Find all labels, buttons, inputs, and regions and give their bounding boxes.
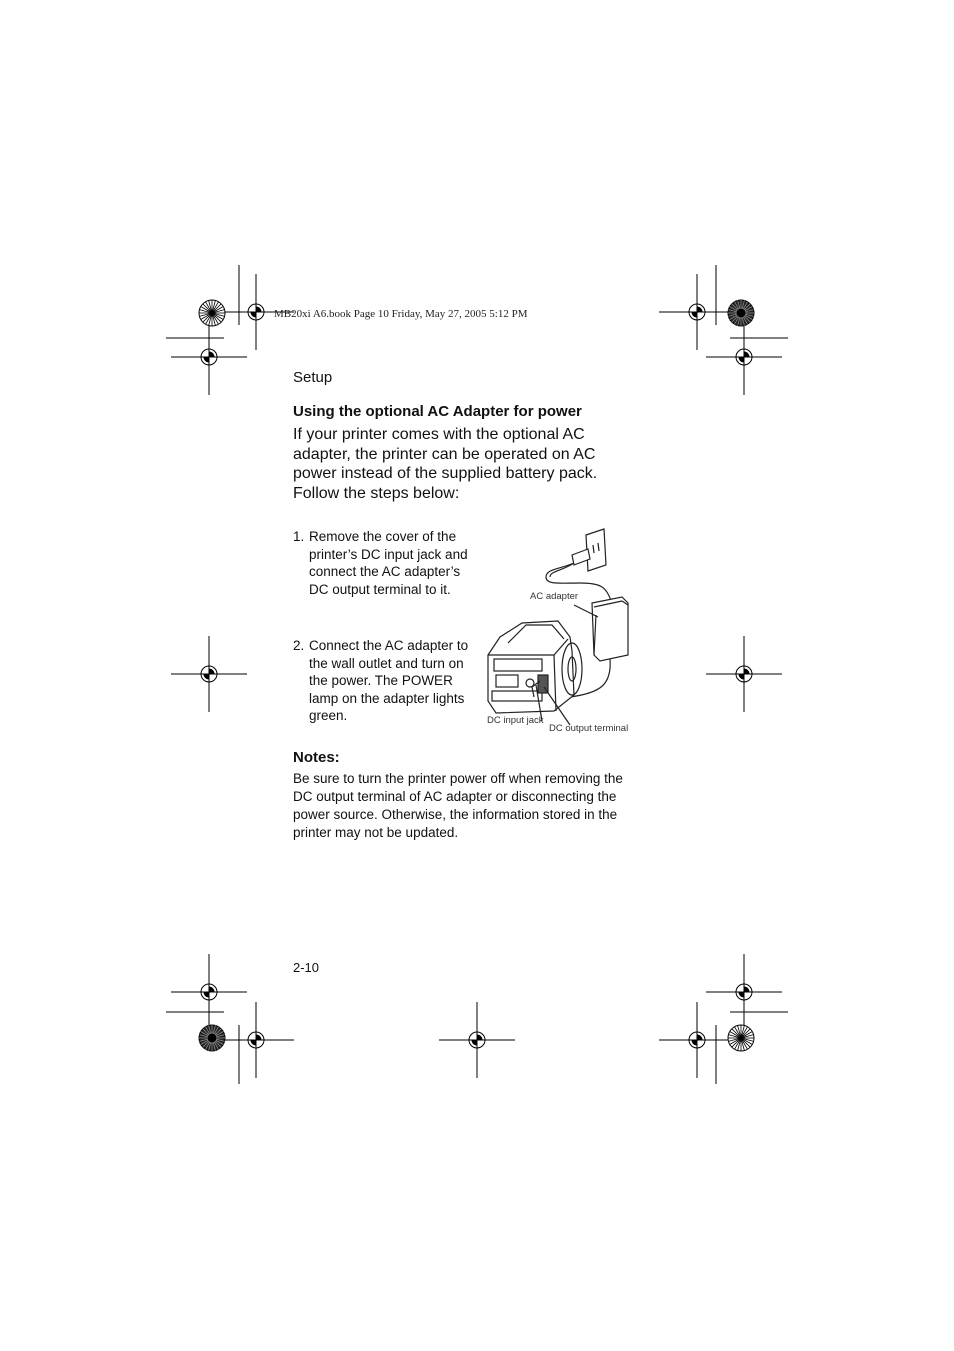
registration-mark	[706, 954, 782, 1030]
ac-adapter-illustration	[480, 525, 640, 740]
callout-dc-input-jack: DC input jack	[487, 715, 544, 726]
running-head: Setup	[293, 369, 333, 386]
registration-mark	[171, 954, 247, 1030]
notes-heading: Notes:	[293, 749, 340, 766]
color-wheel-mark	[728, 300, 754, 326]
wall-outlet	[586, 529, 606, 571]
step-text: Remove the cover of the printer’s DC input jack and connect the AC adapter’s DC output terminal to it.	[309, 529, 468, 597]
step-1	[293, 528, 478, 618]
registration-mark	[218, 1002, 294, 1078]
registration-mark	[706, 636, 782, 712]
step-number: 2.	[293, 638, 305, 653]
notes-body: Be sure to turn the printer power off when removing the DC output terminal of AC adapter or disconnecting the power source. Otherwise, the information stored in the printer may not be updated.	[293, 771, 623, 840]
registration-mark	[659, 1002, 735, 1078]
color-wheel-mark	[199, 300, 225, 326]
intro-paragraph: If your printer comes with the optional AC adapter, the printer can be operated on AC power instead of the supplied battery pack. Follow the steps below:	[293, 426, 598, 502]
section-heading: Using the optional AC Adapter for power	[293, 403, 582, 420]
slug-line: MB20xi A6.book Page 10 Friday, May 27, 2005 5:12 PM	[274, 308, 528, 320]
color-wheel-mark	[199, 1025, 225, 1051]
step-2	[293, 637, 478, 727]
registration-mark	[439, 1002, 515, 1078]
registration-mark	[659, 274, 735, 350]
registration-mark	[171, 636, 247, 712]
step-number: 1.	[293, 529, 305, 544]
registration-mark	[706, 319, 782, 395]
step-text: Connect the AC adapter to the wall outlet and turn on the power. The POWER lamp on the adapter lights green.	[309, 638, 469, 724]
callout-dc-output-terminal: DC output terminal	[549, 723, 629, 734]
registration-mark	[171, 319, 247, 395]
color-wheel-mark	[728, 1025, 754, 1051]
page-number: 2-10	[293, 960, 320, 975]
callout-ac-adapter: AC adapter	[530, 591, 579, 602]
